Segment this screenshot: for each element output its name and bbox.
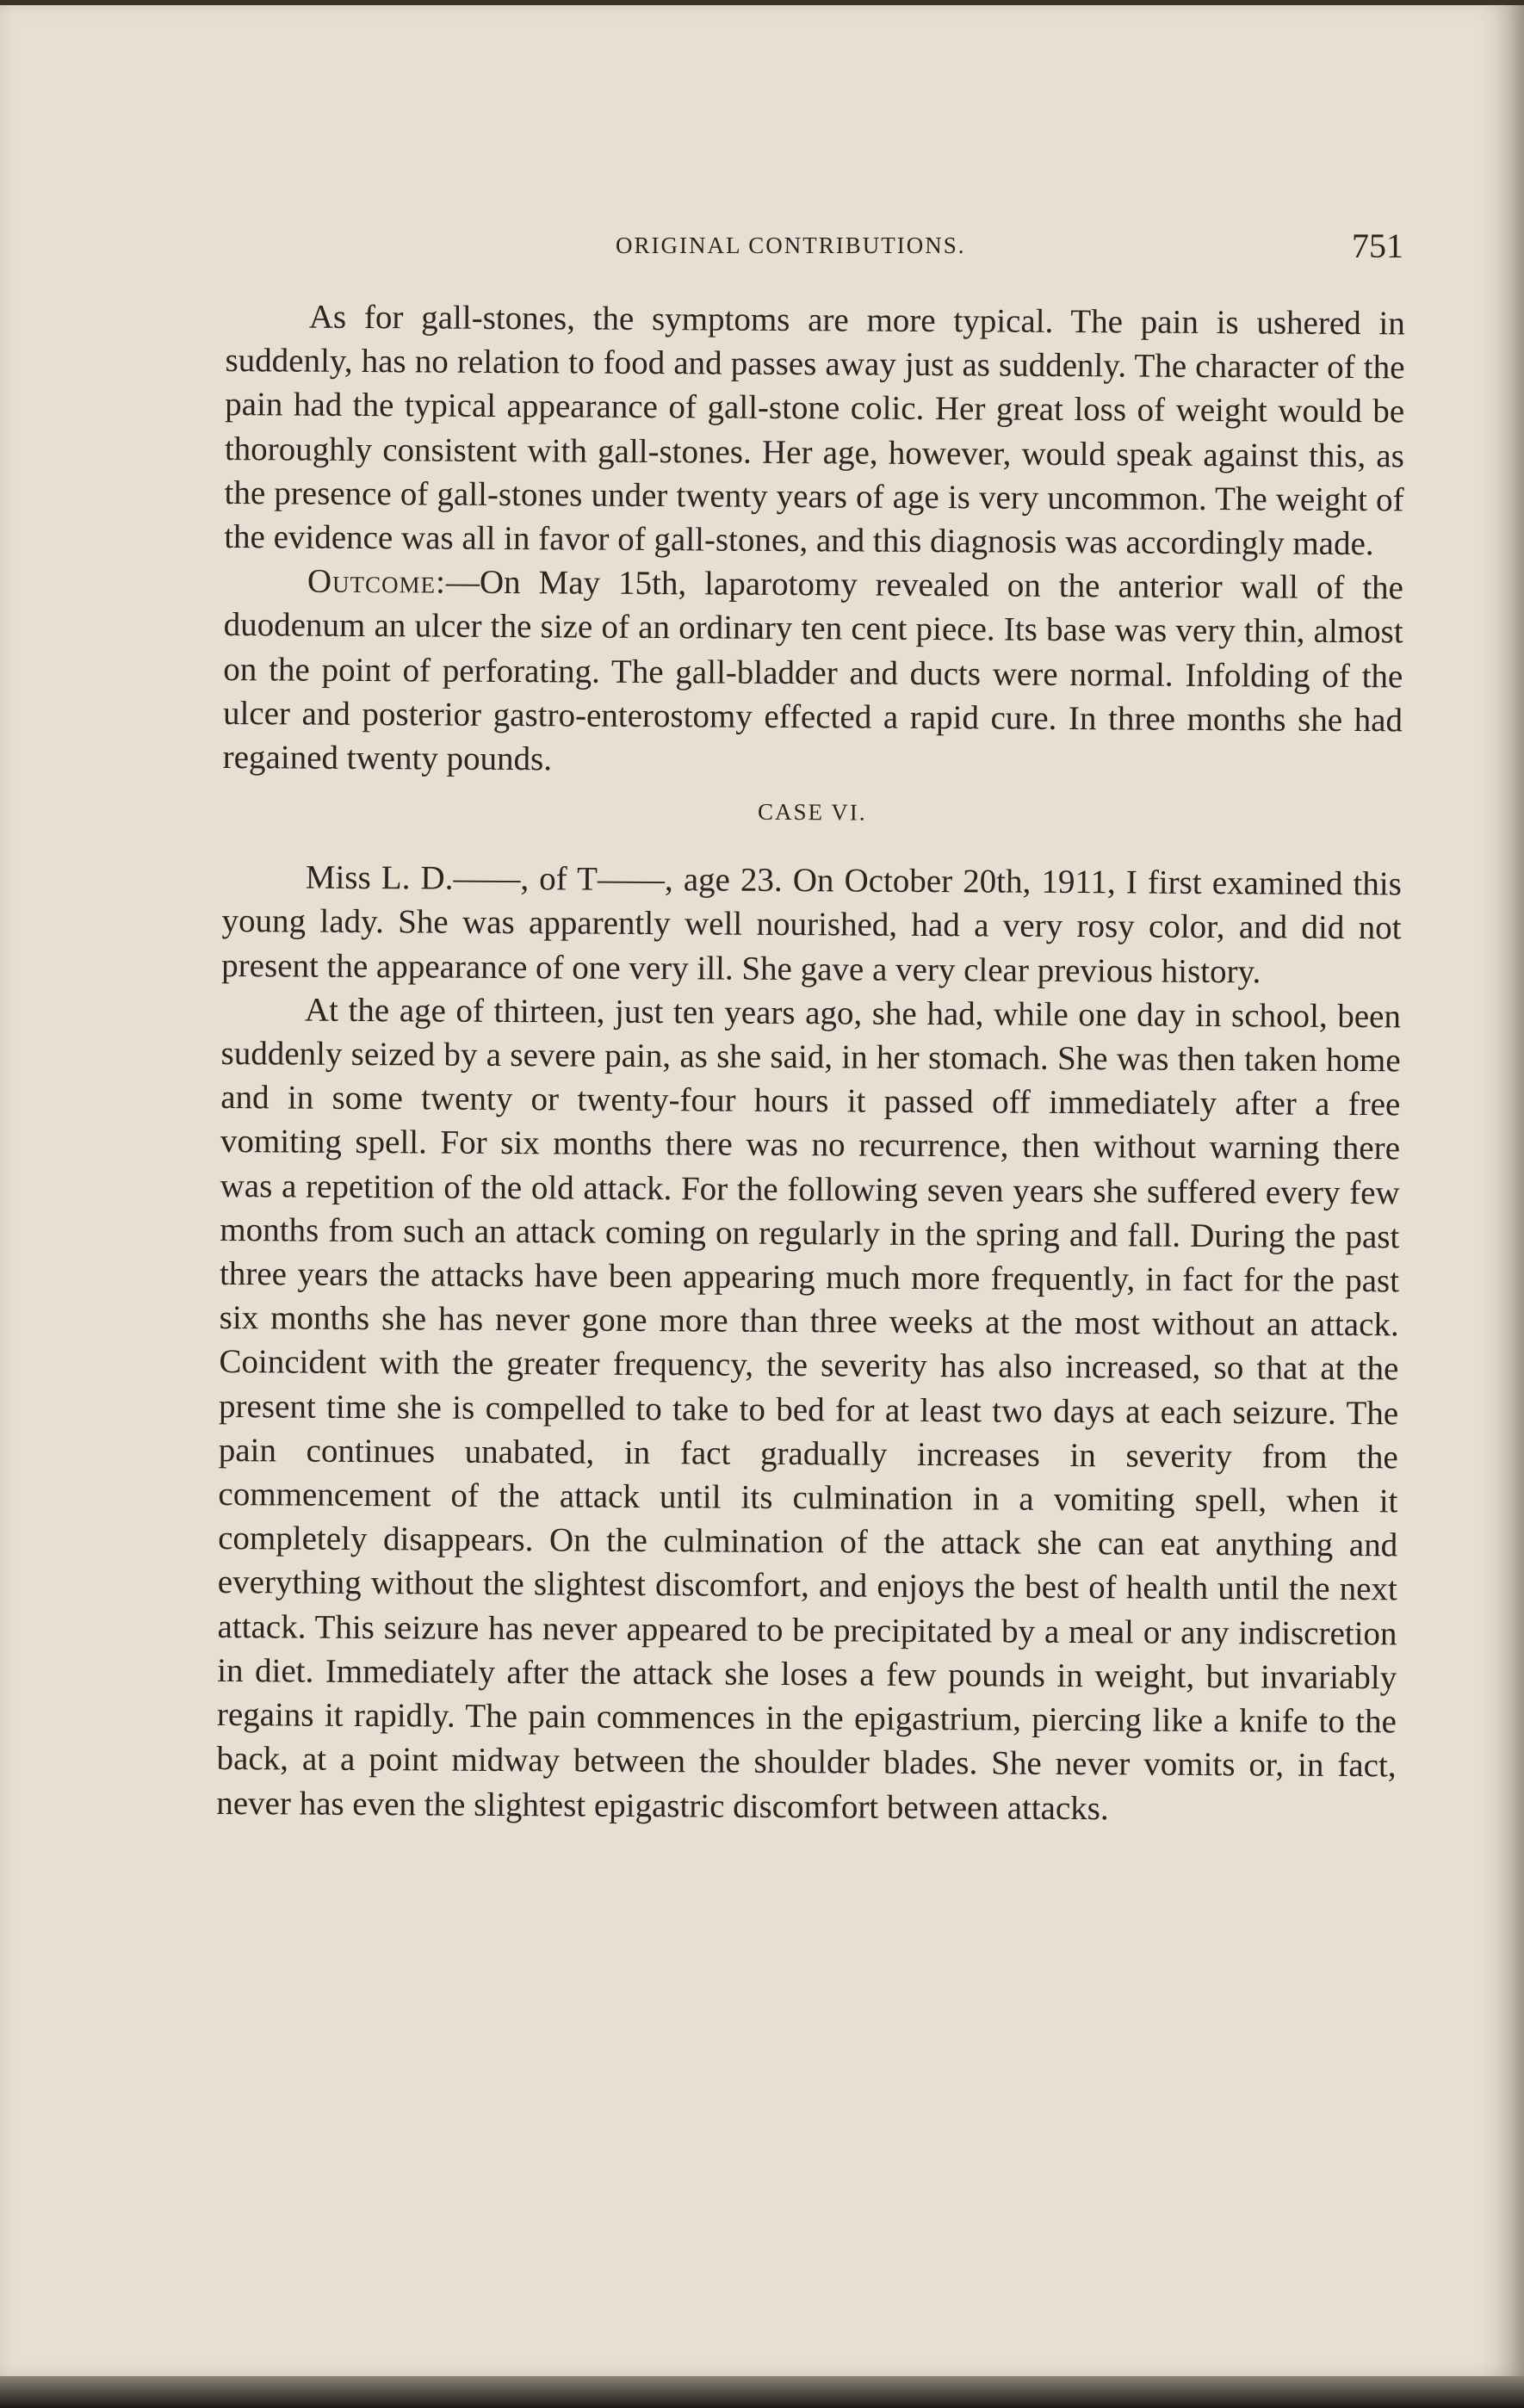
running-header — [224, 226, 1403, 269]
case-heading: CASE VI. — [757, 799, 867, 826]
page-top-edge — [0, 0, 1524, 5]
body-text — [216, 294, 1405, 1832]
paragraph-case-intro: Miss L. D.——, of T——, age 23. On October 20th, 1911, I first examined this young lady. She was apparently well nourished, had a very rosy color, and did not present the appearance of one very ill. She gave a very clear previous history. — [221, 858, 1402, 990]
page-number: 751 — [1352, 226, 1403, 265]
paragraph-outcome — [223, 559, 1404, 786]
outcome-text: —On May 15th, laparotomy revealed on the anterior wall of the duodenum an ulcer the size of an ordinary ten cent piece. Its base was very thin, almost on the point of perforating. The gall-bladder and ducts were normal. Infolding of the ulcer and posterior gastro-enterostomy effected a rapid cure. In three months she had regained twenty pounds. — [222, 563, 1404, 778]
page-bottom-edge — [0, 2376, 1524, 2408]
paragraph-case-history: At the age of thirteen, just ten years ago, she had, while one day in school, been suddenly seized by a severe pain, as she said, in her stomach. She was then taken home and in some twenty or twenty-four hours it passed off immediately after a free vomiting spell. For six months there was no recurrence, then without warning there was a repetition of the old attack. For the following seven years she suffered every few months from such an attack coming on regularly in the spring and fall. During the past three years the attacks have been appearing much more frequently, in fact for the past six months she has never gone more than three weeks at the most without an attack. Coincident with the greater frequency, the severity has also increased, so that at the present time she is compelled to take to bed for at least two days at each seizure. The pain continues unabated, in fact gradually increases in severity from the commencement of the attack until its culmination in a vomiting spell, when it completely disappears. On the culmination of the attack she can eat anything and everything without the slightest discomfort, and enjoys the best of health until the next attack. This seizure has never appeared to be precipitated by a meal or any indiscretion in diet. Immediately after the attack she loses a few pounds in weight, but invariably regains it rapidly. The pain commences in the epigastrium, piercing like a knife to the back, at a point midway between the shoulder blades. She never vomits or, in fact, never has even the slightest epigastric discomfort between attacks. — [216, 991, 1402, 1827]
outcome-label: Outcome: — [307, 562, 447, 601]
paragraph-gall-stones: As for gall-stones, the symptoms are more typical. The pain is ushered in suddenly, has no relation to food and passes away just as suddenly. The character of the pain had the typical appearance of gall-stone colic. Her great loss of weight would be thoroughly consistent with gall-stones. Her age, however, would speak against this, as the presence of gall-stones under twenty years of age is very uncommon. The weight of the evidence was all in favor of gall-stones, and this diagnosis was accordingly made. — [224, 298, 1405, 563]
running-title: ORIGINAL CONTRIBUTIONS. — [616, 232, 966, 258]
